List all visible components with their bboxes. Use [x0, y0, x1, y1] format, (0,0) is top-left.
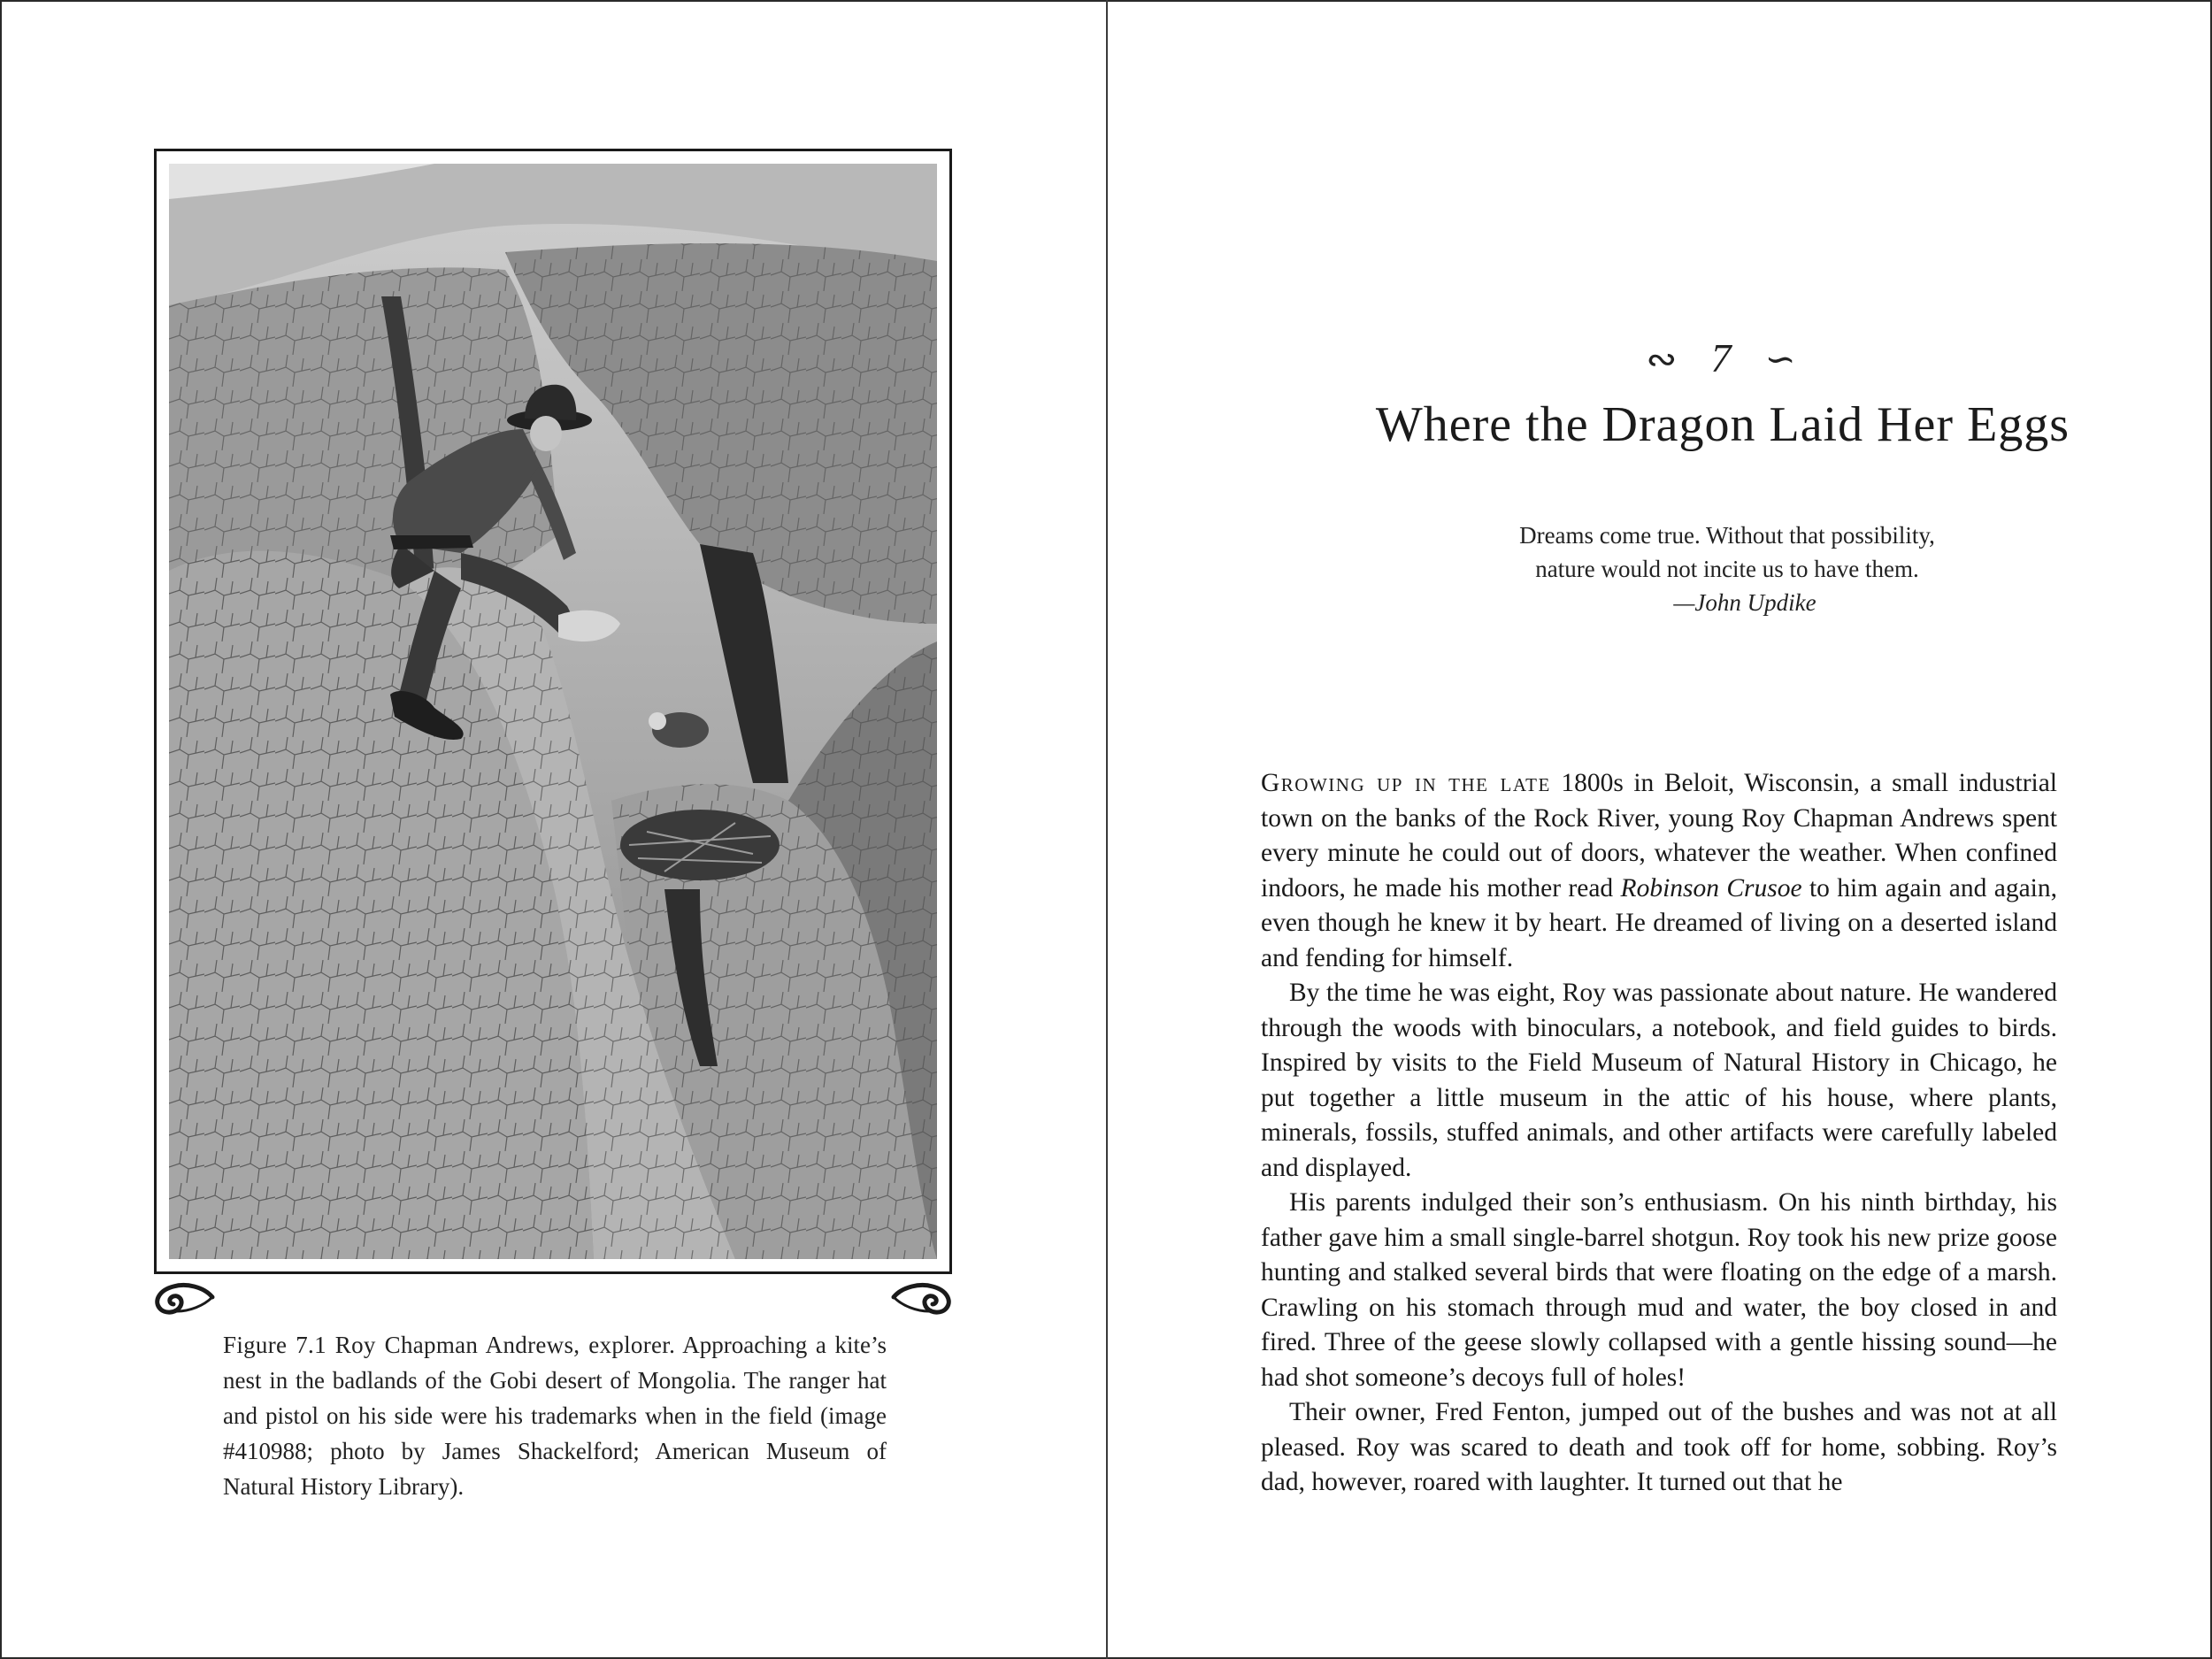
caption-text: Approaching a kite’s nest in the badlands of the Gobi desert of Mongolia. The ranger hat and pistol on his side were his trademarks when in the field (image #410988; photo by James Shackelford; American Museum of Natural History Library).: [223, 1332, 887, 1500]
paragraph-1-part-b: to him again and again, even though he knew it by heart. He dreamed of living on a deserted island and fending for himself.: [1261, 873, 2057, 972]
paragraph-4: Their owner, Fred Fenton, jumped out of the bushes and was not at all pleased. Roy was scared to death and took off for home, sobbing. Roy’s dad, however, roared with laughter. It turned out that he: [1261, 1398, 2057, 1496]
chapter-body: [1261, 766, 2057, 1501]
right-page: [1108, 0, 2212, 1659]
book-title-italic: Robinson Crusoe: [1620, 873, 1802, 902]
opening-smallcaps: Growing up in the late: [1261, 769, 1551, 797]
paragraph-1: [1261, 766, 2057, 976]
caption-lead: Figure 7.1 Roy Chapman Andrews, explorer.: [223, 1332, 676, 1358]
chapter-title: Where the Dragon Laid Her Eggs: [1375, 397, 2070, 452]
swash-left-icon: ∾: [1646, 340, 1681, 380]
epigraph-attribution: —John Updike: [1673, 589, 1816, 616]
epigraph-line-2: nature would not incite us to have them.: [1535, 556, 1919, 582]
chapter-number: 7: [1710, 335, 1735, 380]
figure-photo-explorer-on-rocks: [169, 164, 937, 1259]
scroll-ornament-right-icon: [890, 1279, 956, 1317]
figure-caption: [223, 1327, 887, 1504]
epigraph: [1373, 518, 2081, 619]
photo-illustration: [169, 164, 937, 1259]
swash-right-icon: ∽: [1764, 340, 1800, 380]
epigraph-line-1: Dreams come true. Without that possibility,: [1519, 522, 1935, 549]
paragraph-3: His parents indulged their son’s enthusiasm. On his ninth birthday, his father gave him a small single-barrel shotgun. Roy took his new prize goose hunting and stalked several birds that were floating on the edge of a marsh. Crawling on his stomach through mud and water, the boy closed in and fired. Three of the geese slowly collapsed with a gentle hissing sound—he had shot someone’s decoys full of holes!: [1261, 1188, 2057, 1392]
scroll-ornament-left-icon: [150, 1279, 216, 1317]
figure-frame: [154, 149, 952, 1274]
paragraph-1-part-a: 1800s in Beloit, Wisconsin, a small industrial town on the banks of the Rock River, young Roy Chapman Andrews spent every minute he could out of doors, whatever the weather. When confined indoors, he made his mother read: [1261, 769, 2057, 902]
chapter-number-mark: [1572, 334, 1873, 381]
paragraph-2: By the time he was eight, Roy was passionate about nature. He wandered through the woods with binoculars, a notebook, and field guides to birds. Inspired by visits to the Field Museum of Natural History in Chicago, he put together a little museum in the attic of his house, where plants, minerals, fossils, stuffed animals, and other artifacts were carefully labeled and displayed.: [1261, 979, 2057, 1182]
